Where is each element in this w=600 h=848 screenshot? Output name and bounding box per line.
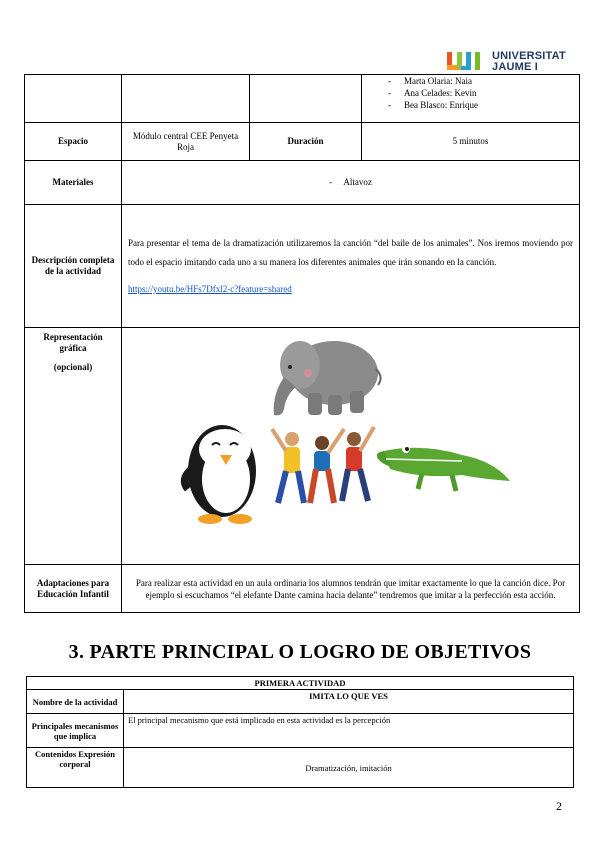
mecanismos-value: El principal mecanismo que está implicado en esta actividad es la percepción [124,714,574,748]
espacio-value: Módulo central CEE Penyeta Roja [122,123,250,161]
image-cell [122,328,580,565]
materiales-value: Altavoz [343,177,372,187]
uji-logo-icon [446,50,490,74]
contenidos-label: Contenidos Expresión corporal [27,748,124,788]
descripcion-cell [122,205,580,328]
materiales-row [25,161,580,205]
logo-text [492,51,566,73]
empty-cell [250,75,362,123]
espacio-label: Espacio [25,123,122,161]
adaptaciones-row [25,565,580,613]
adaptaciones-label: Adaptaciones para Educación Infantil [25,565,122,613]
logo-line-1: UNIVERSITAT [492,50,566,62]
representacion-note: (opcional) [53,362,93,372]
materiales-cell: - Altavoz [122,161,580,205]
university-logo [446,50,564,76]
song-link[interactable]: https://youtu.be/HFs7Dfxl2-c?feature=shared [128,283,292,294]
author-item: - Bea Blasco: Enrique [388,99,575,111]
dancers-icon [272,427,374,503]
representacion-label-cell [25,328,122,565]
authors-cell [362,75,580,123]
authors-list [366,75,575,111]
representacion-row [25,328,580,565]
author-item: - Marta Olaria: Naia [388,75,575,87]
authors-row [25,75,580,123]
mecanismos-label: Principales mecanismos que implica [27,714,124,748]
animals-illustration [122,329,578,564]
duracion-value: 5 minutos [362,123,580,161]
section-heading: 3. PARTE PRINCIPAL O LOGRO DE OBJETIVOS [68,641,532,663]
espacio-row [25,123,580,161]
penguin-icon [185,425,256,524]
activity-table [24,74,580,613]
representacion-label: Representación gráfica [43,332,103,353]
duracion-label: Duración [250,123,362,161]
empty-cell [25,75,122,123]
descripcion-label: Descripción completa de la actividad [25,205,122,328]
author-item: - Ana Celades: Kevin [388,87,575,99]
materiales-label: Materiales [25,161,122,205]
crocodile-icon [377,445,510,491]
first-activity-table [26,676,574,788]
descripcion-text: Para presentar el tema de la dramatización utilizaremos la canción “del baile de los animales”. Nos iremos moviendo por todo el espacio imitando cada uno a su manera los diferentes animales que irán sonando en la canción. [128,237,573,267]
page-number: 2 [556,799,562,813]
activity-title: PRIMERA ACTIVIDAD [27,677,574,690]
nombre-value: IMITA LO QUE VES [124,690,574,714]
nombre-row [27,690,574,714]
nombre-label: Nombre de la actividad [27,690,124,714]
activity-title-row [27,677,574,690]
descripcion-row [25,205,580,328]
elephant-icon [267,341,380,415]
empty-cell [122,75,250,123]
adaptaciones-text: Para realizar esta actividad en un aula ordinaria los alumnos tendrán que imitar exactamente lo que la canción dice. Por ejemplo si escuchamos “el elefante Dante camina hacia delante” tendremos que imitar a la perfección esta acción. [122,565,580,613]
contenidos-value: Dramatización, imitación [124,748,574,788]
mecanismos-row [27,714,574,748]
logo-line-2: JAUME I [492,61,539,73]
contenidos-row [27,748,574,788]
